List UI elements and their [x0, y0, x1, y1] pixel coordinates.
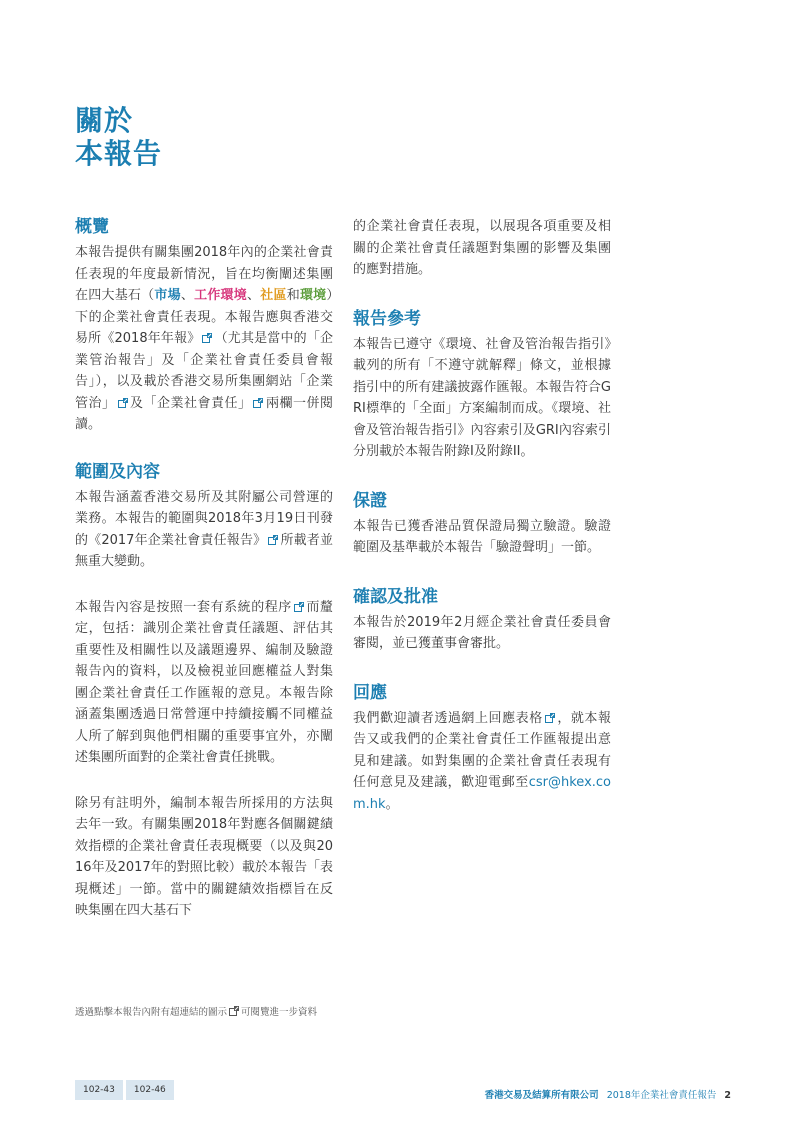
sep-1: 、	[180, 288, 195, 303]
pillar-market: 市場	[154, 288, 181, 303]
feedback-text-a: 我們歡迎讀者透過網上回應表格	[353, 710, 543, 726]
approval-paragraph: 本報告於2019年2月經企業社會責任委員會審閱，並已獲董事會審批。	[353, 614, 611, 651]
assurance-heading: 保證	[353, 490, 387, 511]
scope-text-b: 所載者並無重大變動。	[75, 532, 333, 569]
overview-heading: 概覽	[75, 217, 109, 237]
reference-heading: 報告參考	[353, 308, 421, 329]
overview-text-b: ）下的企業社會責任表現。本報告應與香港交易所《2018年年報》	[75, 288, 333, 346]
external-link-icon[interactable]	[118, 398, 128, 408]
pillar-environment: 環境	[299, 288, 327, 303]
overview-text-d: 及「企業社會責任」	[129, 395, 252, 411]
external-link-icon[interactable]	[268, 535, 278, 545]
footer-company: 香港交易及結算所有限公司	[484, 1090, 599, 1101]
external-link-icon[interactable]	[202, 333, 212, 343]
hyperlink-footnote	[75, 1004, 317, 1018]
external-link-icon[interactable]	[545, 713, 555, 723]
footnote-text-a: 透過點擊本報告內附有超連結的圖示	[75, 1007, 228, 1018]
footer-report: 2018年企業社會責任報告	[606, 1090, 717, 1101]
approval-heading: 確認及批准	[353, 586, 438, 607]
scope-heading: 範圍及內容	[75, 461, 160, 482]
scope-text-c: 本報告內容是按照一套有系統的程序	[75, 599, 292, 615]
gri-tags	[75, 1077, 177, 1100]
and-text: 和	[286, 288, 300, 303]
footnote-text-b: 可閱覽進一步資料	[241, 1007, 318, 1018]
sep-2: 、	[247, 288, 261, 303]
email-link[interactable]: csr@hkex.com.hk	[353, 775, 611, 812]
external-link-icon[interactable]	[294, 602, 304, 612]
pillar-workplace: 工作環境	[194, 288, 248, 303]
scope-paragraph-3: 除另有註明外，編制本報告所採用的方法與去年一致。有關集團2018年對應各個關鍵績效指標的企業社會責任表現概要（以及與2016年及2017年的對照比較）載於本報告「表現概述」一節。當中的關鍵績效指標旨在反映集團在四大基石下	[75, 795, 333, 918]
page-title-line1: 關於	[75, 104, 134, 137]
scope-paragraph-1	[75, 487, 333, 573]
page-footer	[485, 1087, 731, 1101]
gri-tag: 102-46	[126, 1080, 174, 1100]
scope-paragraph-3-continued: 的企業社會責任表現，以展現各項重要及相關的企業社會責任議題對集團的影響及集團的應對措施。	[353, 219, 611, 277]
overview-paragraph	[75, 242, 333, 436]
pillar-community: 社區	[260, 288, 287, 303]
left-column	[75, 216, 333, 922]
page-number: 2	[724, 1090, 731, 1101]
reference-paragraph: 本報告已遵守《環境、社會及管治報告指引》載列的所有「不遵守就解釋」條文，並根據指引中的所有建議披露作匯報。本報告符合GRI標準的「全面」方案編制而成。《環境、社會及管治報告指引》內容索引及GRI內容索引分別載於本報告附錄I及附錄II。	[353, 336, 611, 459]
page-title-line2: 本報告	[75, 137, 163, 170]
feedback-heading: 回應	[353, 682, 387, 703]
scope-paragraph-2	[75, 597, 333, 769]
overview-text-a: 本報告提供有關集團2018年內的企業社會責任表現的年度最新情況，旨在均衡闡述集團在四大基石（	[75, 245, 333, 303]
overview-text-c: （尤其是當中的「企業管治報告」及「企業社會責任委員會報告」），以及載於香港交易所集團網站「企業管治」	[75, 331, 333, 411]
feedback-text-b: ，就本報告又或我們的企業社會責任工作匯報提出意見和建議。如對集團的企業社會責任表現有任何意見及建議，歡迎電郵至	[353, 710, 611, 790]
scope-text-a: 本報告涵蓋香港交易所及其附屬公司營運的業務。本報告的範圍與2018年3月19日刊發的《2017年企業社會責任報告》	[75, 489, 333, 548]
gri-tag: 102-43	[75, 1080, 123, 1100]
overview-text-e: 兩欄一併閱讀。	[75, 395, 333, 432]
feedback-paragraph	[353, 708, 611, 816]
external-link-icon[interactable]	[253, 398, 263, 408]
external-link-icon	[229, 1006, 239, 1016]
feedback-text-c: 。	[385, 796, 399, 812]
page-title	[75, 104, 162, 170]
scope-text-d: 而釐定，包括：識別企業社會責任議題、評估其重要性及相關性以及議題邊界、編制及驗證報告內的資料，以及檢視並回應權益人對集團企業社會責任工作匯報的意見。本報告除涵蓋集團透過日常營運中持續接觸不同權益人所了解到與他們相關的重要事宜外，亦闡述集團所面對的企業社會責任挑戰。	[75, 599, 333, 765]
right-column	[353, 216, 611, 815]
assurance-paragraph: 本報告已獲香港品質保證局獨立驗證。驗證範圍及基準載於本報告「驗證聲明」一節。	[353, 518, 611, 555]
